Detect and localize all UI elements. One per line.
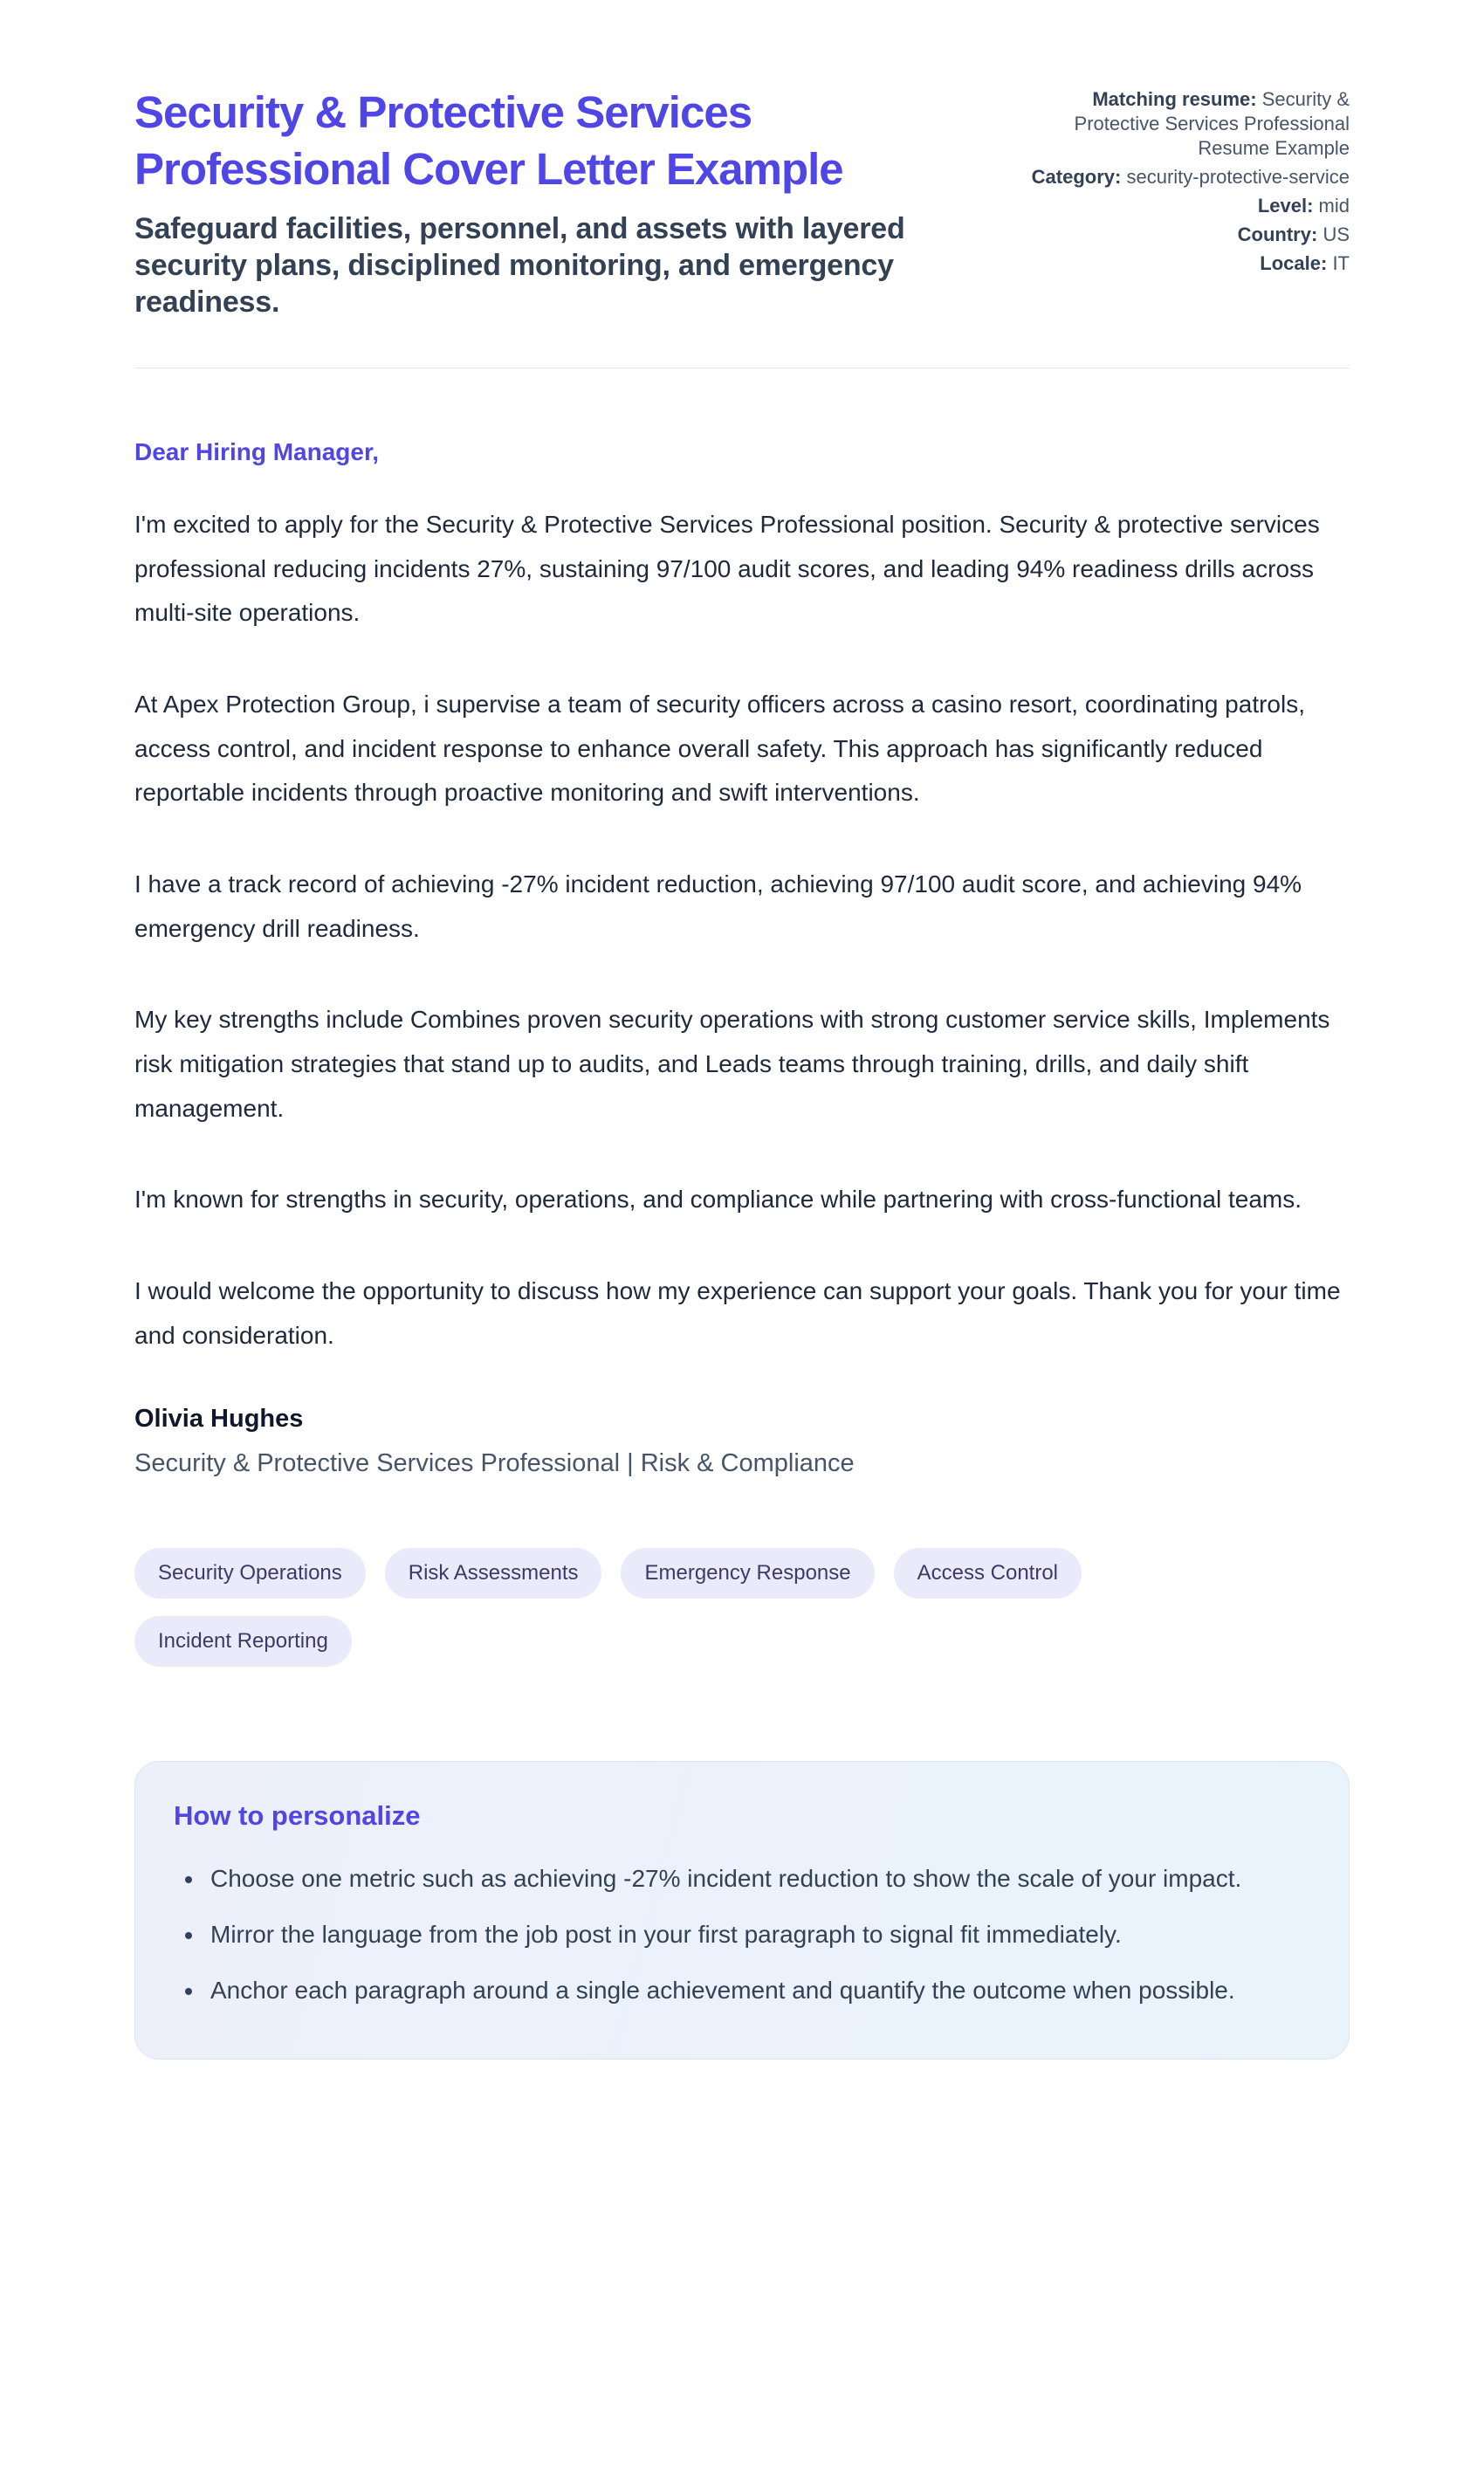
skill-tag-risk-assessments: Risk Assessments xyxy=(385,1548,602,1599)
meta-value-country: US xyxy=(1323,223,1350,245)
letter-paragraph-5: I'm known for strengths in security, operations, and compliance while partnering with cross-functional teams. xyxy=(134,1186,1302,1214)
letter-paragraph-3: I have a track record of achieving -27% incident reduction, achieving 97/100 audit score, and achieving 94% emergency drill readiness. xyxy=(134,870,1302,942)
signature-block xyxy=(134,1405,1350,1478)
skill-tag-security-operations: Security Operations xyxy=(134,1548,366,1599)
letter-paragraph-2: At Apex Protection Group, i supervise a team of security officers across a casino resort, coordinating patrols, access control, and incident response to enhance overall safety. This approach has significantly reduced reportable incidents through proactive monitoring and swift interventions. xyxy=(134,691,1306,807)
letter-paragraph-1: I'm excited to apply for the Security & Protective Services Professional position. Security & protective services professional reducing incidents 27%, sustaining 97/100 audit scores, and leading 94% readiness drills across multi-site operations. xyxy=(134,511,1320,627)
skill-tags xyxy=(134,1548,1138,1667)
skill-tag-incident-reporting: Incident Reporting xyxy=(134,1616,352,1667)
salutation: Dear Hiring Manager, xyxy=(134,438,380,465)
skill-tag-access-control: Access Control xyxy=(894,1548,1082,1599)
tips-list xyxy=(174,1856,1279,2012)
meta-value-locale: IT xyxy=(1332,251,1350,274)
meta-row-matching-resume xyxy=(1025,87,1350,161)
skill-tag-emergency-response: Emergency Response xyxy=(621,1548,874,1599)
meta-label-matching-resume: Matching resume: xyxy=(1092,88,1257,110)
meta-panel xyxy=(1025,84,1350,280)
personalize-tips-box xyxy=(134,1761,1350,2059)
page-title: Security & Protective Services Professional Cover Letter Example xyxy=(134,87,843,195)
tip-item-3: • Anchor each paragraph around a single achievement and quantify the outcome when possible. xyxy=(205,1968,1279,2013)
meta-row-country xyxy=(1025,223,1350,247)
meta-row-level xyxy=(1025,194,1350,218)
letter-paragraph-6: I would welcome the opportunity to discuss how my experience can support your goals. Thank you for your time and consideration. xyxy=(134,1277,1341,1349)
tip-item-2: • Mirror the language from the job post in your first paragraph to signal fit immediately. xyxy=(205,1912,1279,1957)
tip-item-1: • Choose one metric such as achieving -27% incident reduction to show the scale of your impact. xyxy=(205,1856,1279,1902)
meta-value-matching-resume: Security & Protective Services Professional Resume Example xyxy=(1074,88,1350,159)
meta-value-level: mid xyxy=(1318,194,1350,217)
signature-name: Olivia Hughes xyxy=(134,1405,304,1434)
meta-row-locale xyxy=(1025,251,1350,276)
page-subtitle: Safeguard facilities, personnel, and assets with layered security plans, disciplined monitoring, and emergency readiness. xyxy=(134,211,905,319)
meta-label-locale: Locale: xyxy=(1260,251,1328,274)
meta-label-level: Level: xyxy=(1257,194,1314,217)
signature-role: Security & Protective Services Professional | Risk & Compliance xyxy=(134,1449,855,1478)
meta-label-category: Category: xyxy=(1031,165,1122,188)
meta-row-category xyxy=(1025,165,1350,189)
cover-letter-page xyxy=(134,0,1350,2143)
header-titles xyxy=(134,84,981,320)
letter-paragraph-4: My key strengths include Combines proven security operations with strong customer service skills, Implements risk mitigation strategies that stand up to audits, and Leads teams through training, drills, and daily shift management. xyxy=(134,1006,1330,1122)
meta-value-category: security-protective-service xyxy=(1126,165,1350,188)
letter-body xyxy=(134,438,1350,2060)
tips-title: How to personalize xyxy=(174,1800,421,1832)
header xyxy=(134,84,1350,320)
meta-label-country: Country: xyxy=(1237,223,1318,245)
